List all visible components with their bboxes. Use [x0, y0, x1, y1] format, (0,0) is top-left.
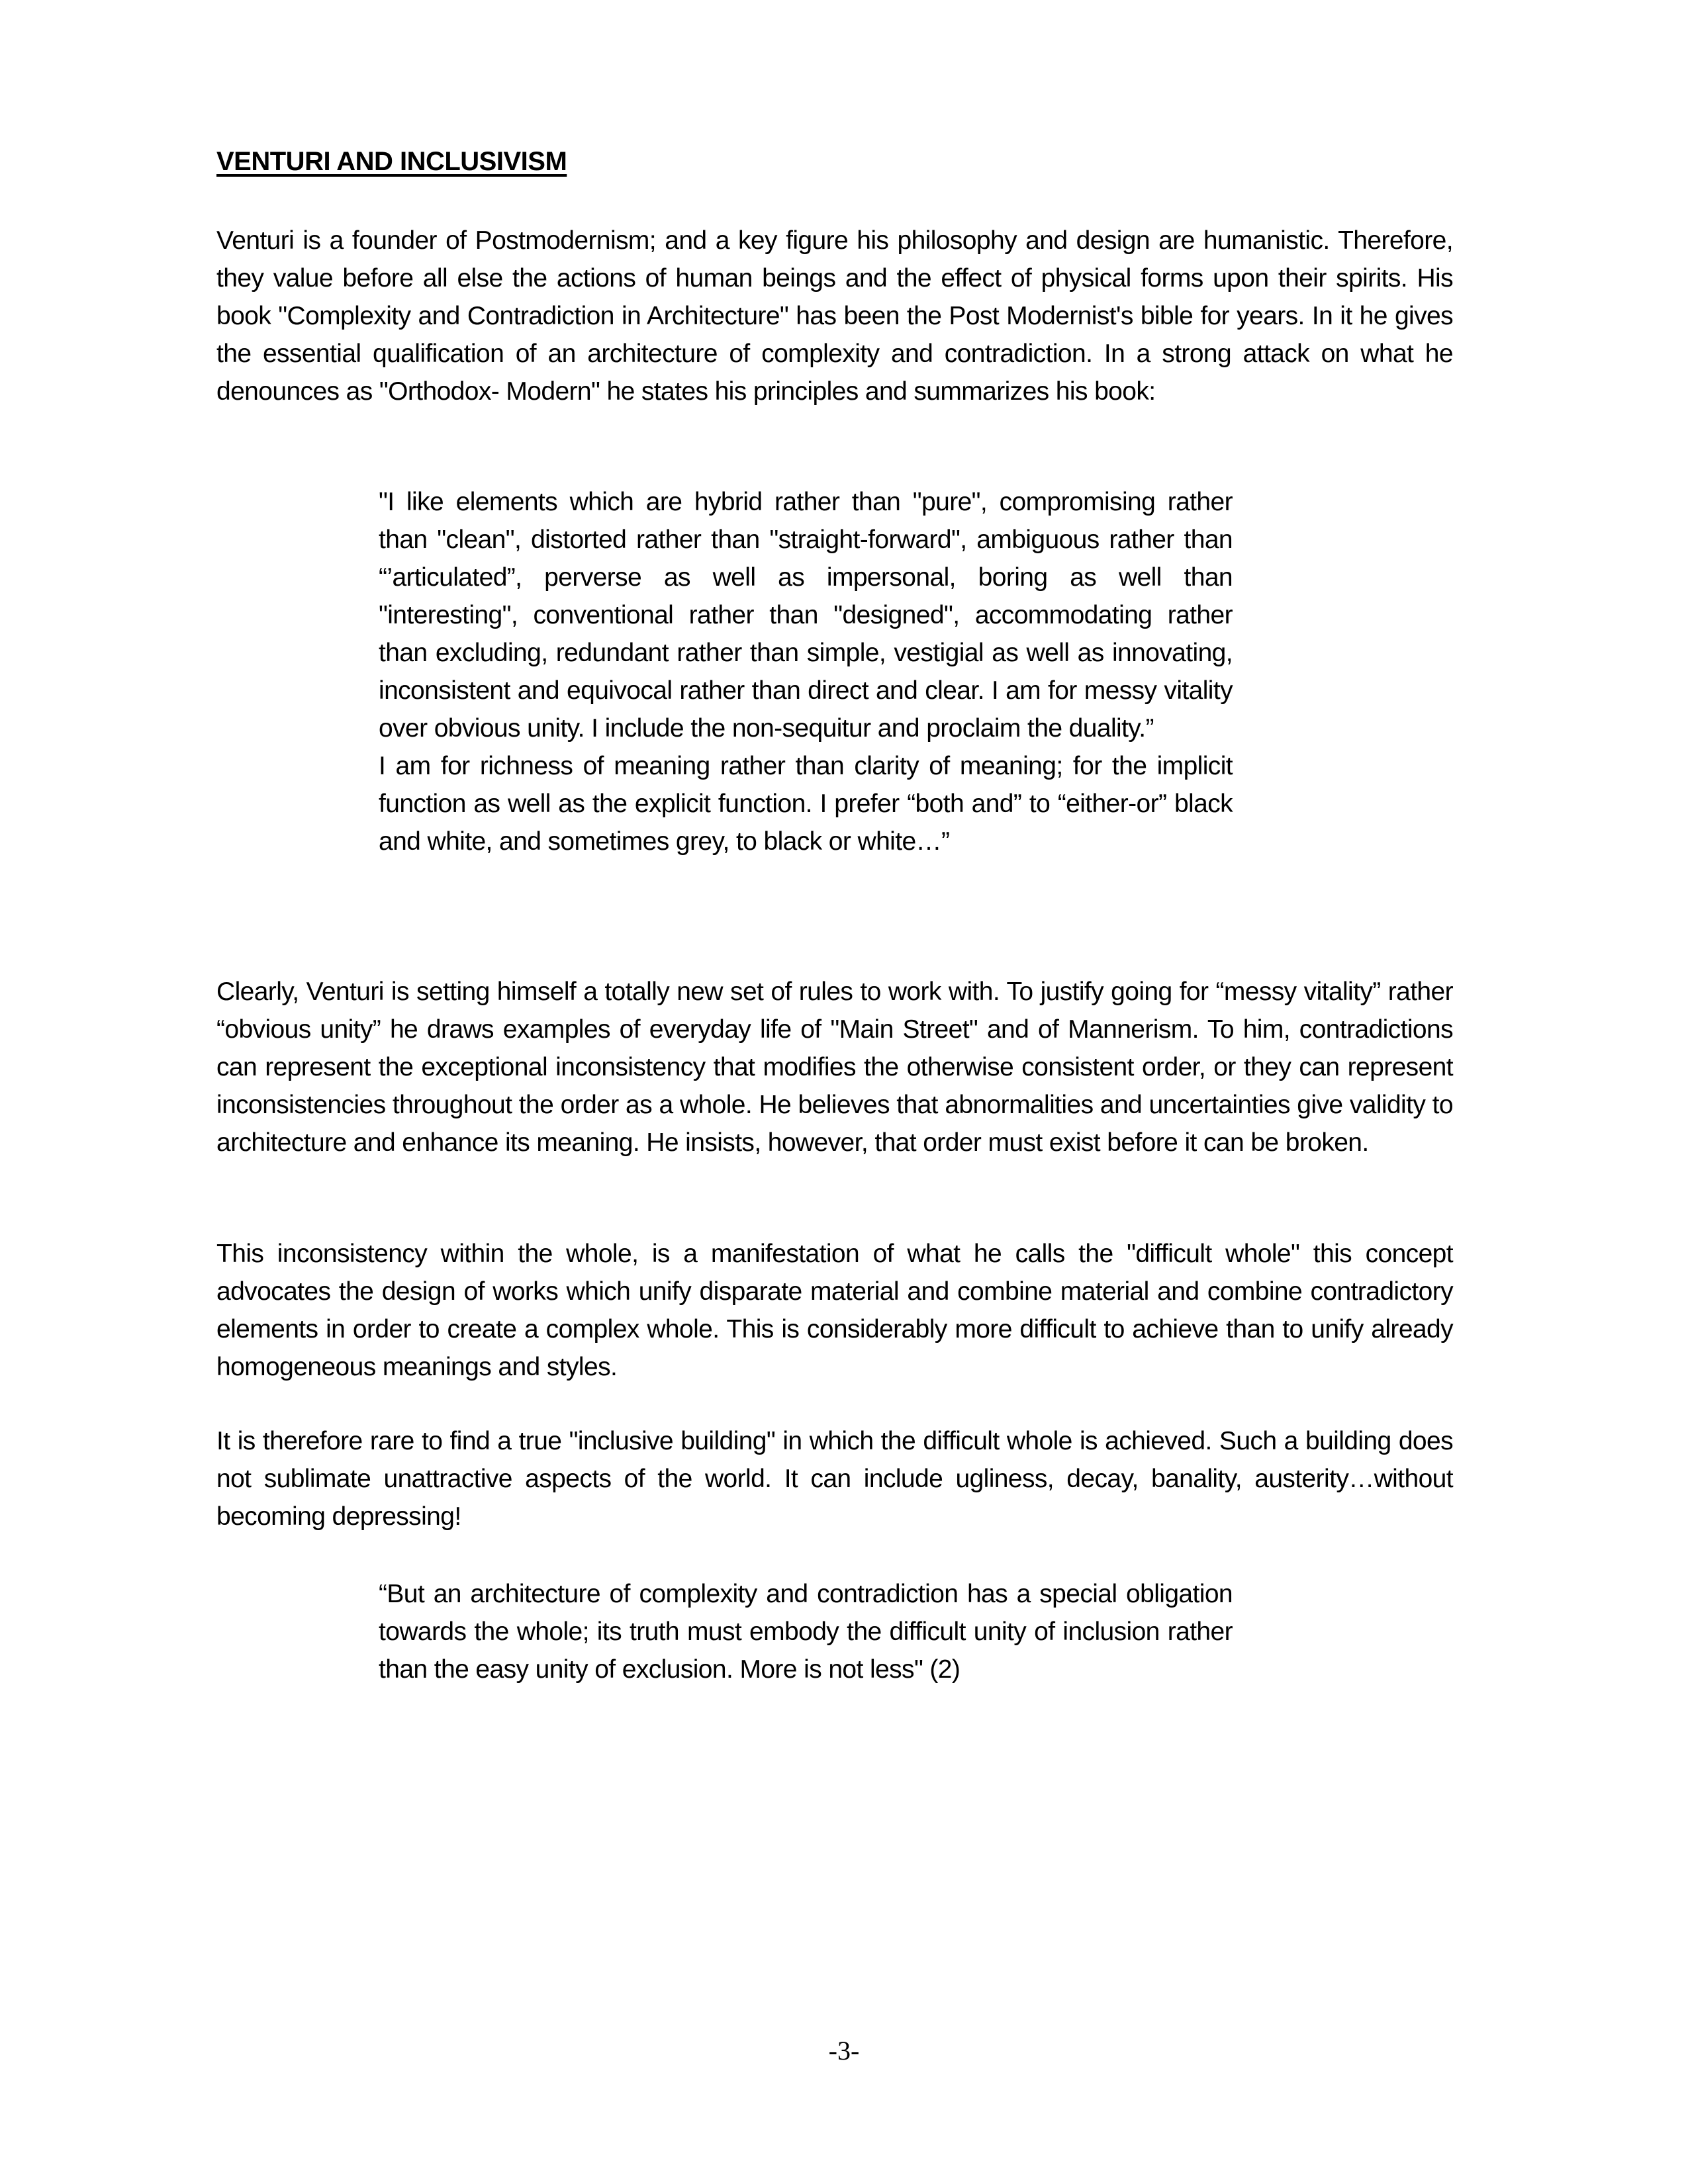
paragraph-inclusive-building: It is therefore rare to find a true "inclusive building" in which the difficult whole is achieved. Such a building does not sublimate unattractive aspects of the world. It can include ugliness, decay, banality, austerity…without becoming depressing!	[216, 1427, 1453, 1531]
paragraph-intro: Venturi is a founder of Postmodernism; and a key figure his philosophy and design are humanistic. Therefore, they value before all else the actions of human beings and the effect of physical forms upon their spirits. His book "Complexity and Contradiction in Architecture" has been the Post Modernist's bible for years. In it he gives the essential qualification of an architecture of complexity and contradiction. In a strong attack on what he denounces as "Orthodox- Modern" he states his principles and summarizes his book:	[216, 226, 1453, 406]
block-quote-more-is-not-less	[379, 1575, 1233, 1688]
paragraph-difficult-whole: This inconsistency within the whole, is a manifestation of what he calls the "difficult whole" this concept advocates the design of works which unify disparate material and combine material and combine contradictory elements in order to create a complex whole. This is considerably more difficult to achieve than to unify already homogeneous meanings and styles.	[216, 1240, 1453, 1381]
section-heading: VENTURI AND INCLUSIVISM	[216, 147, 567, 176]
quote-text-part-2: I am for richness of meaning rather than clarity of meaning; for the implicit function as well as the explicit function. I prefer “both and” to “either-or” black and white, and sometimes grey, to black or white…”	[379, 752, 1233, 856]
paragraph-messy-vitality: Clearly, Venturi is setting himself a totally new set of rules to work with. To justify going for “messy vitality” rather “obvious unity” he draws examples of everyday life of "Main Street" and of Mannerism. To him, contradictions can represent the exceptional inconsistency that modifies the otherwise consistent order, or they can represent inconsistencies throughout the order as a whole. He believes that abnormalities and uncertainties give validity to architecture and enhance its meaning. He insists, however, that order must exist before it can be broken.	[216, 978, 1453, 1157]
page-number: -3-	[828, 2036, 860, 2066]
quote-text-part-1: "I like elements which are hybrid rather than "pure", compromising rather than "clean", distorted rather than "straight-forward", ambiguous rather than “’articulated”, perverse as well as impersonal, boring as well than "interesting", conventional rather than "designed", accommodating rather than excluding, redundant rather than simple, vestigial as well as innovating, inconsistent and equivocal rather than direct and clear. I am for messy vitality over obvious unity. I include the non-sequitur and proclaim the duality.”	[379, 488, 1233, 743]
block-quote-venturi-manifesto	[379, 483, 1233, 860]
quote-text: “But an architecture of complexity and contradiction has a special obligation towards the whole; its truth must embody the difficult unity of inclusion rather than the easy unity of exclusion. More is not less" (2)	[379, 1580, 1233, 1684]
